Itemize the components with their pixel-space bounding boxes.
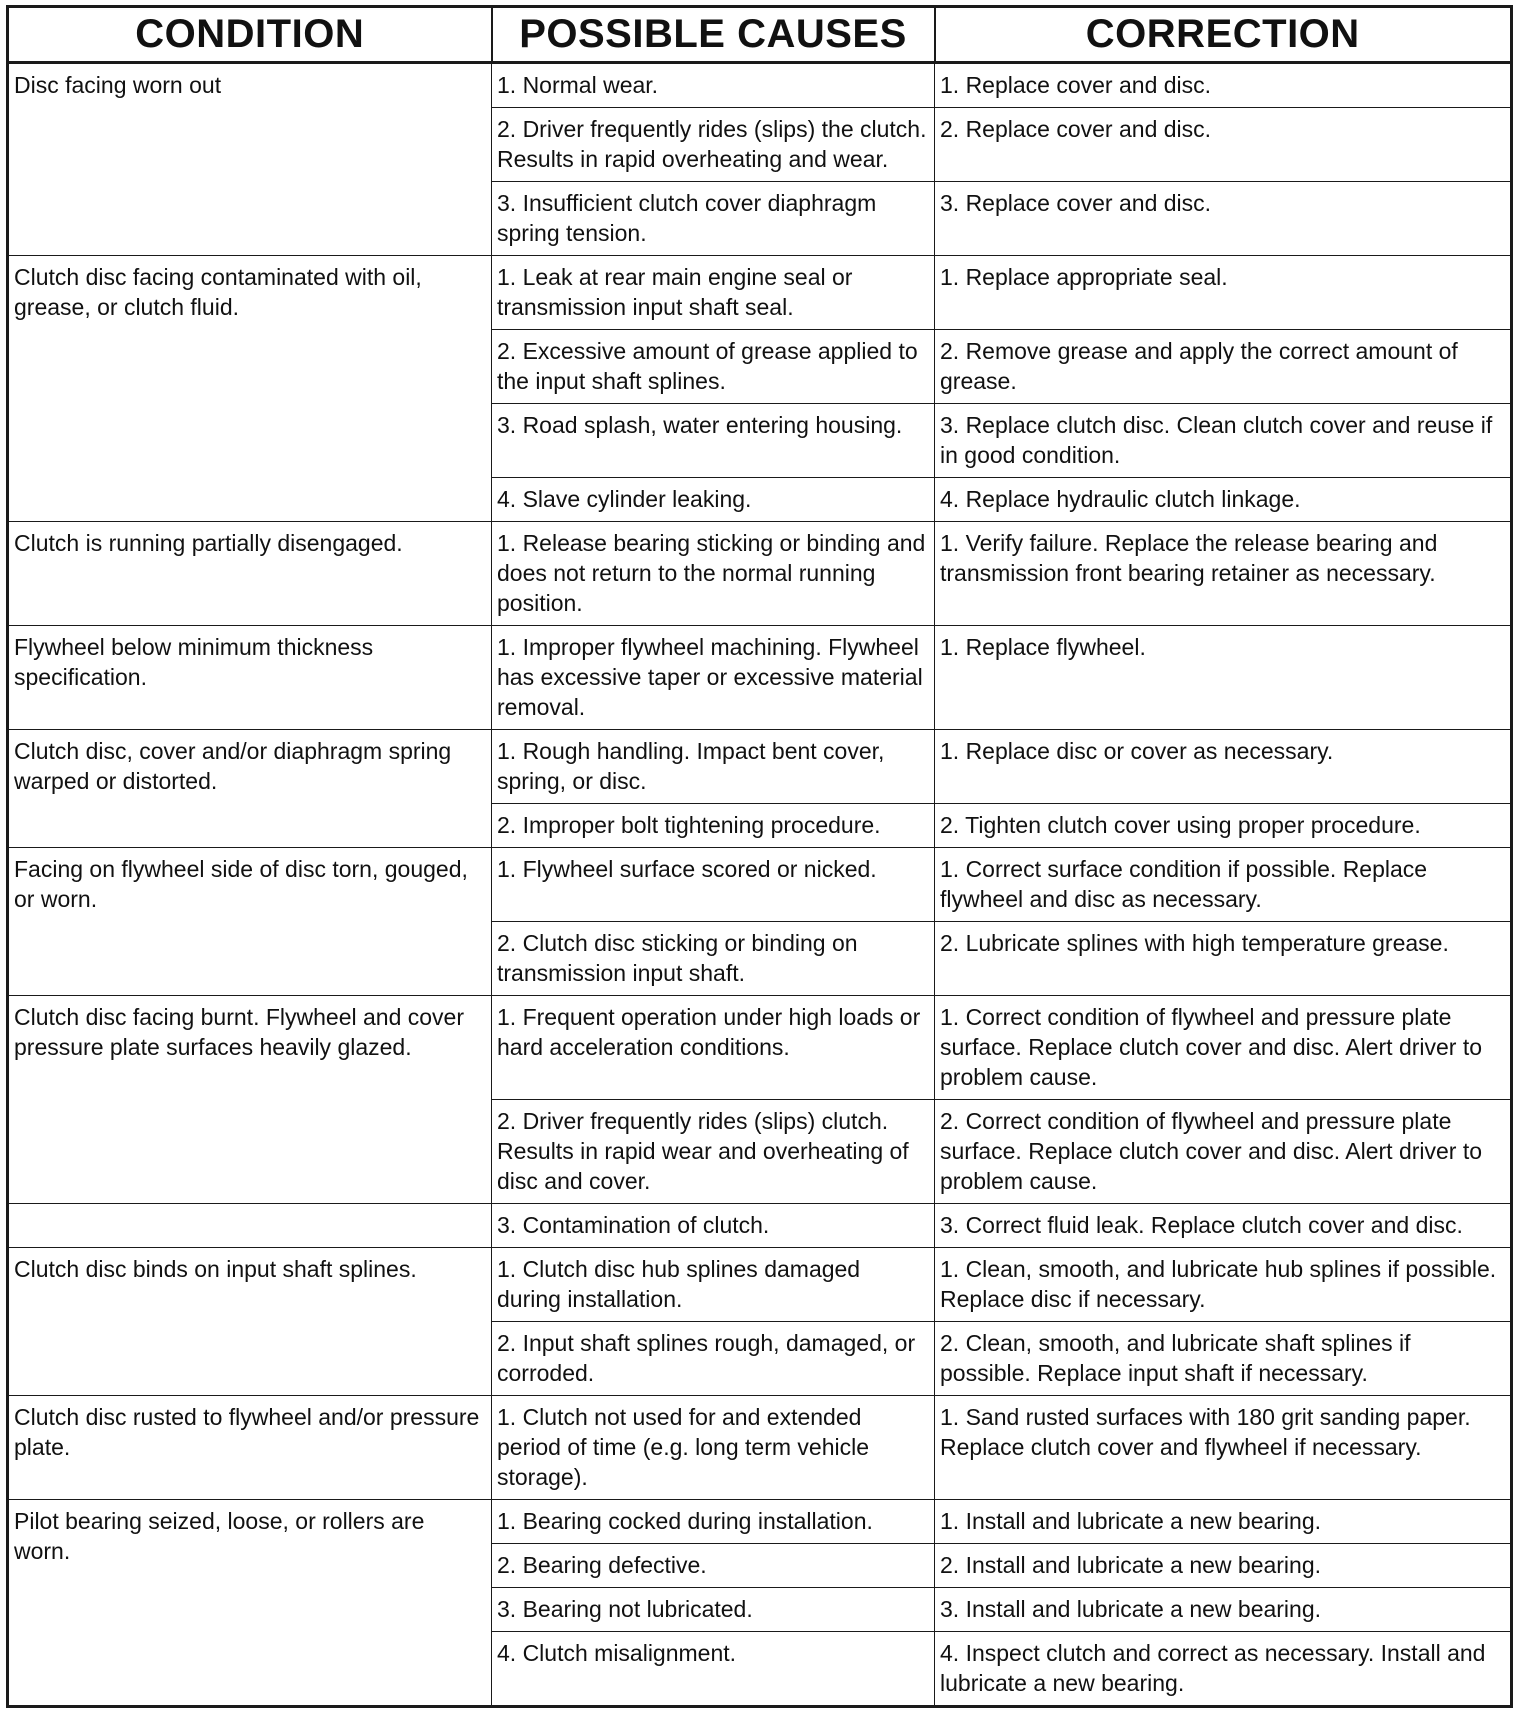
cause-cell: 4. Slave cylinder leaking. bbox=[492, 478, 935, 522]
correction-cell: 2. Install and lubricate a new bearing. bbox=[935, 1544, 1512, 1588]
correction-cell: 3. Replace clutch disc. Clean clutch cover and reuse if in good condition. bbox=[935, 404, 1512, 478]
correction-cell: 1. Replace flywheel. bbox=[935, 626, 1512, 730]
header-condition: CONDITION bbox=[8, 7, 492, 63]
correction-cell: 2. Tighten clutch cover using proper procedure. bbox=[935, 804, 1512, 848]
cause-cell: 3. Insufficient clutch cover diaphragm spring tension. bbox=[492, 182, 935, 256]
correction-cell: 2. Correct condition of flywheel and pressure plate surface. Replace clutch cover and disc. Alert driver to problem cause. bbox=[935, 1100, 1512, 1204]
correction-cell: 2. Lubricate splines with high temperature grease. bbox=[935, 922, 1512, 996]
correction-cell: 1. Install and lubricate a new bearing. bbox=[935, 1500, 1512, 1544]
condition-cell: Flywheel below minimum thickness specification. bbox=[8, 626, 492, 730]
table-header-row bbox=[8, 7, 1512, 63]
cause-cell: 1. Bearing cocked during installation. bbox=[492, 1500, 935, 1544]
condition-cell: Clutch disc rusted to flywheel and/or pressure plate. bbox=[8, 1396, 492, 1500]
cause-cell: 3. Bearing not lubricated. bbox=[492, 1588, 935, 1632]
cause-cell: 1. Normal wear. bbox=[492, 63, 935, 108]
table-row bbox=[8, 522, 1512, 626]
correction-cell: 4. Replace hydraulic clutch linkage. bbox=[935, 478, 1512, 522]
correction-cell: 1. Verify failure. Replace the release bearing and transmission front bearing retainer as necessary. bbox=[935, 522, 1512, 626]
condition-cell: Clutch is running partially disengaged. bbox=[8, 522, 492, 626]
cause-cell: 1. Frequent operation under high loads or hard acceleration conditions. bbox=[492, 996, 935, 1100]
cause-cell: 1. Leak at rear main engine seal or transmission input shaft seal. bbox=[492, 256, 935, 330]
condition-cell: Clutch disc facing contaminated with oil, grease, or clutch fluid. bbox=[8, 256, 492, 522]
cause-cell: 3. Contamination of clutch. bbox=[492, 1204, 935, 1248]
correction-cell: 2. Remove grease and apply the correct amount of grease. bbox=[935, 330, 1512, 404]
correction-cell: 3. Install and lubricate a new bearing. bbox=[935, 1588, 1512, 1632]
cause-cell: 2. Improper bolt tightening procedure. bbox=[492, 804, 935, 848]
cause-cell: 2. Clutch disc sticking or binding on transmission input shaft. bbox=[492, 922, 935, 996]
cause-cell: 3. Road splash, water entering housing. bbox=[492, 404, 935, 478]
clutch-diagnosis-table bbox=[6, 5, 1513, 1708]
table-row bbox=[8, 256, 1512, 330]
cause-cell: 1. Clutch not used for and extended period of time (e.g. long term vehicle storage). bbox=[492, 1396, 935, 1500]
correction-cell: 1. Sand rusted surfaces with 180 grit sanding paper. Replace clutch cover and flywheel if necessary. bbox=[935, 1396, 1512, 1500]
condition-cell: Pilot bearing seized, loose, or rollers are worn. bbox=[8, 1500, 492, 1707]
condition-cell bbox=[8, 1204, 492, 1248]
condition-cell: Clutch disc binds on input shaft splines. bbox=[8, 1248, 492, 1396]
table-row bbox=[8, 730, 1512, 804]
correction-cell: 3. Replace cover and disc. bbox=[935, 182, 1512, 256]
condition-cell: Clutch disc facing burnt. Flywheel and cover pressure plate surfaces heavily glazed. bbox=[8, 996, 492, 1204]
cause-cell: 2. Excessive amount of grease applied to the input shaft splines. bbox=[492, 330, 935, 404]
table-row bbox=[8, 848, 1512, 922]
correction-cell: 1. Replace disc or cover as necessary. bbox=[935, 730, 1512, 804]
diagnosis-table-container bbox=[6, 5, 1510, 1708]
table-row bbox=[8, 1204, 1512, 1248]
cause-cell: 2. Bearing defective. bbox=[492, 1544, 935, 1588]
cause-cell: 1. Clutch disc hub splines damaged during installation. bbox=[492, 1248, 935, 1322]
cause-cell: 2. Driver frequently rides (slips) clutch. Results in rapid wear and overheating of disc and cover. bbox=[492, 1100, 935, 1204]
condition-cell: Facing on flywheel side of disc torn, gouged, or worn. bbox=[8, 848, 492, 996]
header-possible-causes: POSSIBLE CAUSES bbox=[492, 7, 935, 63]
header-correction: CORRECTION bbox=[935, 7, 1512, 63]
correction-cell: 1. Replace appropriate seal. bbox=[935, 256, 1512, 330]
correction-cell: 1. Clean, smooth, and lubricate hub splines if possible. Replace disc if necessary. bbox=[935, 1248, 1512, 1322]
cause-cell: 1. Release bearing sticking or binding and does not return to the normal running position. bbox=[492, 522, 935, 626]
correction-cell: 1. Replace cover and disc. bbox=[935, 63, 1512, 108]
correction-cell: 2. Replace cover and disc. bbox=[935, 108, 1512, 182]
table-row bbox=[8, 626, 1512, 730]
cause-cell: 1. Improper flywheel machining. Flywheel has excessive taper or excessive material removal. bbox=[492, 626, 935, 730]
table-row bbox=[8, 63, 1512, 108]
condition-cell: Disc facing worn out bbox=[8, 63, 492, 256]
correction-cell: 1. Correct surface condition if possible. Replace flywheel and disc as necessary. bbox=[935, 848, 1512, 922]
table-body bbox=[8, 63, 1512, 1707]
table-row bbox=[8, 1396, 1512, 1500]
cause-cell: 2. Driver frequently rides (slips) the clutch. Results in rapid overheating and wear. bbox=[492, 108, 935, 182]
table-row bbox=[8, 1248, 1512, 1322]
cause-cell: 1. Flywheel surface scored or nicked. bbox=[492, 848, 935, 922]
cause-cell: 2. Input shaft splines rough, damaged, or corroded. bbox=[492, 1322, 935, 1396]
condition-cell: Clutch disc, cover and/or diaphragm spring warped or distorted. bbox=[8, 730, 492, 848]
correction-cell: 2. Clean, smooth, and lubricate shaft splines if possible. Replace input shaft if necessary. bbox=[935, 1322, 1512, 1396]
table-row bbox=[8, 996, 1512, 1100]
correction-cell: 4. Inspect clutch and correct as necessary. Install and lubricate a new bearing. bbox=[935, 1632, 1512, 1707]
cause-cell: 1. Rough handling. Impact bent cover, spring, or disc. bbox=[492, 730, 935, 804]
cause-cell: 4. Clutch misalignment. bbox=[492, 1632, 935, 1707]
table-row bbox=[8, 1500, 1512, 1544]
correction-cell: 3. Correct fluid leak. Replace clutch cover and disc. bbox=[935, 1204, 1512, 1248]
correction-cell: 1. Correct condition of flywheel and pressure plate surface. Replace clutch cover and disc. Alert driver to problem cause. bbox=[935, 996, 1512, 1100]
